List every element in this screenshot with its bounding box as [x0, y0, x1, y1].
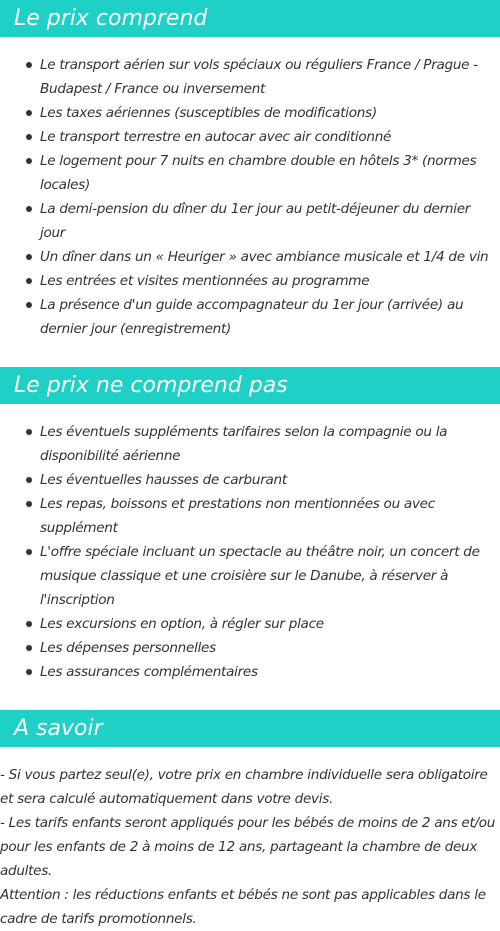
list-item	[0, 420, 500, 468]
list-item-text: Un dîner dans un « Heuriger » avec ambiance musicale et 1/4 de vin	[40, 249, 489, 265]
bullet-icon	[26, 669, 32, 675]
list-item	[0, 468, 500, 492]
list-item-text: Les éventuelles hausses de carburant	[40, 472, 287, 488]
list-item-text: Le transport aérien sur vols spéciaux ou réguliers France / Prague - Budapest / France ou inversement	[40, 57, 478, 97]
list-item-text: Les assurances complémentaires	[40, 664, 258, 680]
list-item-text: Les dépenses personnelles	[40, 640, 216, 656]
list-item	[0, 612, 500, 636]
list-item	[0, 53, 500, 101]
info-block	[0, 763, 500, 931]
bullet-icon	[26, 158, 32, 164]
bullet-icon	[26, 62, 32, 68]
info-paragraph-children: - Les tarifs enfants seront appliqués pour les bébés de moins de 2 ans et/ou pour les enfants de 2 à moins de 12 ans, partageant la chambre de deux adultes.	[0, 815, 496, 879]
list-item-text: Les taxes aériennes (susceptibles de modifications)	[40, 105, 377, 121]
bullet-icon	[26, 254, 32, 260]
bullet-icon	[26, 302, 32, 308]
list-item-text: Les éventuels suppléments tarifaires selon la compagnie ou la disponibilité aérienne	[40, 424, 448, 464]
bullet-icon	[26, 621, 32, 627]
bullet-icon	[26, 278, 32, 284]
list-item-text: Les repas, boissons et prestations non mentionnées ou avec supplément	[40, 496, 435, 536]
excluded-list	[0, 420, 500, 684]
list-item	[0, 660, 500, 684]
section-title-included: Le prix comprend	[0, 0, 500, 37]
section-title-info: A savoir	[0, 710, 500, 747]
bullet-icon	[26, 549, 32, 555]
list-item-text: Les excursions en option, à régler sur place	[40, 616, 324, 632]
bullet-icon	[26, 110, 32, 116]
list-item	[0, 245, 500, 269]
list-item	[0, 540, 500, 612]
bullet-icon	[26, 645, 32, 651]
list-item	[0, 149, 500, 197]
bullet-icon	[26, 477, 32, 483]
list-item-text: Le logement pour 7 nuits en chambre double en hôtels 3* (normes locales)	[40, 153, 477, 193]
list-item-text: Le transport terrestre en autocar avec air conditionné	[40, 129, 392, 145]
list-item	[0, 125, 500, 149]
info-paragraph-single-room: - Si vous partez seul(e), votre prix en chambre individuelle sera obligatoire et sera calculé automatiquement dans votre devis.	[0, 767, 488, 807]
bullet-icon	[26, 134, 32, 140]
included-list	[0, 53, 500, 341]
bullet-icon	[26, 206, 32, 212]
bullet-icon	[26, 501, 32, 507]
list-item-text: La présence d'un guide accompagnateur du 1er jour (arrivée) au dernier jour (enregistrement)	[40, 297, 464, 337]
section-title-excluded: Le prix ne comprend pas	[0, 367, 500, 404]
info-paragraph-attention: Attention : les réductions enfants et bébés ne sont pas applicables dans le cadre de tarifs promotionnels.	[0, 887, 486, 927]
list-item	[0, 293, 500, 341]
list-item-text: Les entrées et visites mentionnées au programme	[40, 273, 370, 289]
list-item	[0, 636, 500, 660]
list-item	[0, 101, 500, 125]
list-item-text: La demi-pension du dîner du 1er jour au petit-déjeuner du dernier jour	[40, 201, 471, 241]
list-item	[0, 492, 500, 540]
list-item	[0, 197, 500, 245]
list-item	[0, 269, 500, 293]
bullet-icon	[26, 429, 32, 435]
list-item-text: L'offre spéciale incluant un spectacle au théâtre noir, un concert de musique classique et une croisière sur le Danube, à réserver à l'inscription	[40, 544, 480, 608]
